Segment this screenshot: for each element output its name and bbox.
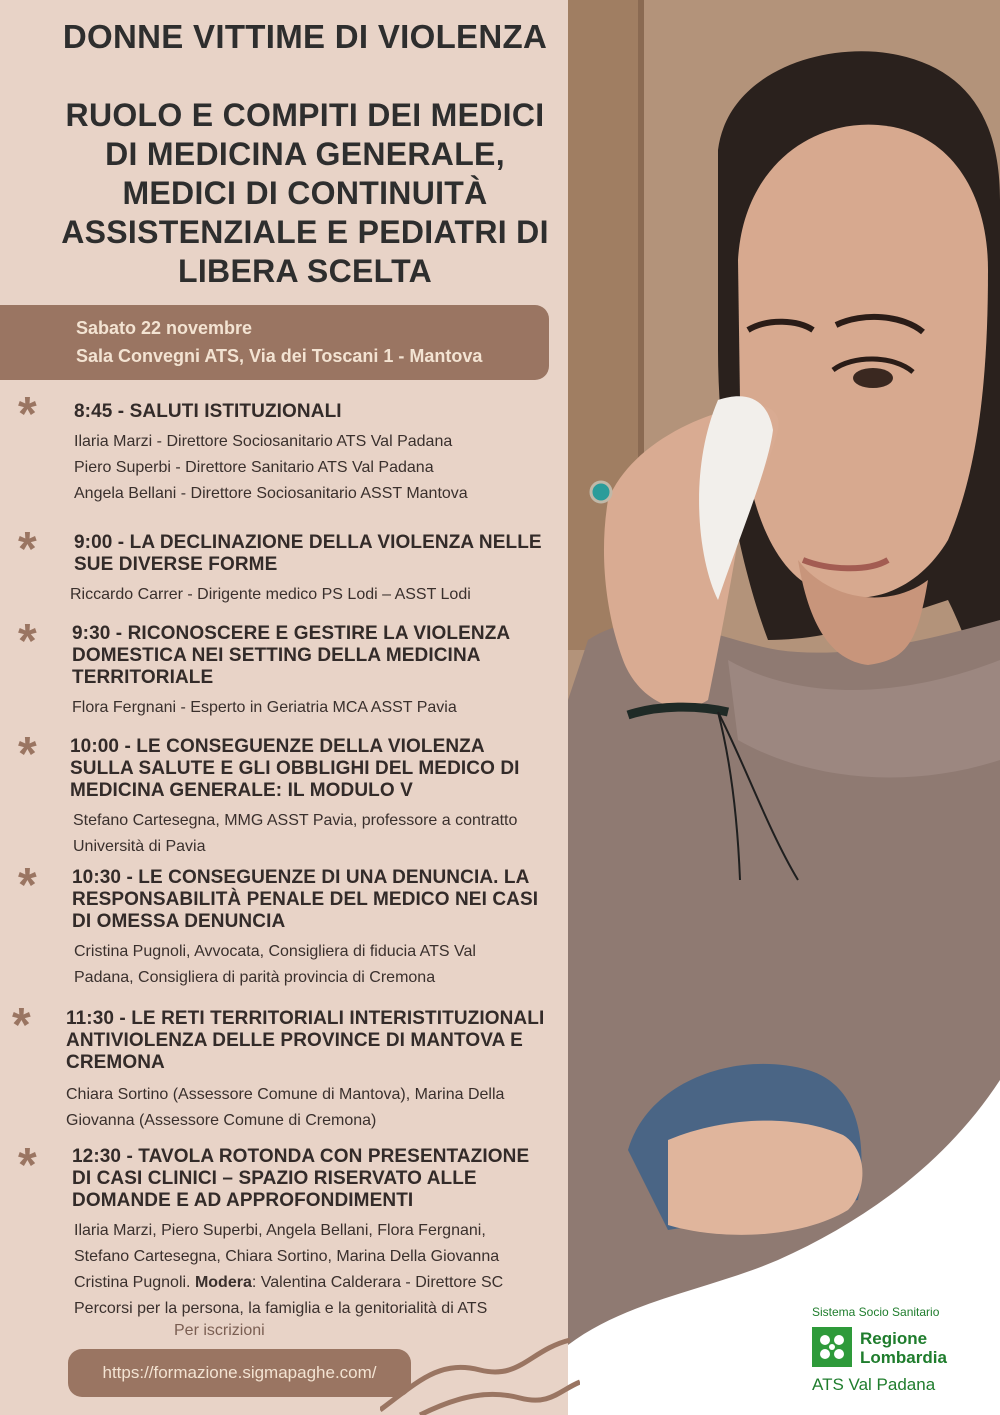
subtitle-line: ASSISTENZIALE E PEDIATRI DI [61, 214, 549, 250]
registration-label: Per iscrizioni [174, 1322, 265, 1339]
program-heading: 12:30 - TAVOLA ROTONDA CON PRESENTAZIONE [72, 1146, 530, 1167]
program-heading: TERRITORIALE [72, 667, 214, 688]
photo-illustration [568, 0, 1000, 1415]
program-heading: DOMANDE E AD APPROFONDIMENTI [72, 1190, 414, 1211]
program-heading: 9:00 - LA DECLINAZIONE DELLA VIOLENZA NELLE [74, 532, 542, 553]
program-heading: CREMONA [66, 1052, 165, 1073]
program-heading: 10:30 - LE CONSEGUENZE DI UNA DENUNCIA. LA [72, 867, 530, 888]
event-venue: Sala Convegni ATS, Via dei Toscani 1 - Mantova [76, 346, 483, 366]
regione-lombardia-logo [800, 1300, 1000, 1415]
event-date: Sabato 22 novembre [76, 318, 253, 338]
asterisk-icon: * [18, 523, 37, 576]
speaker-line: Percorsi per la persona, la famiglia e la genitorialità di ATS [74, 1300, 488, 1317]
speaker-line: Ilaria Marzi - Direttore Sociosanitario ATS Val Padana [74, 433, 453, 450]
asterisk-icon: * [18, 388, 37, 441]
program-item [74, 401, 468, 507]
logo-system-text: Sistema Socio Sanitario [812, 1305, 940, 1319]
program-heading: RESPONSABILITÀ PENALE DEL MEDICO NEI CASI [72, 889, 539, 910]
program-item [66, 1008, 544, 1134]
program-speakers [74, 429, 468, 507]
subtitle-line: RUOLO E COMPITI DEI MEDICI [65, 97, 545, 133]
asterisk-icon: * [18, 728, 37, 781]
program-heading: MEDICINA GENERALE: IL MODULO V [70, 780, 413, 801]
program-item [70, 736, 520, 860]
date-venue-banner [0, 305, 549, 380]
program-heading: 9:30 - RICONOSCERE E GESTIRE LA VIOLENZA [72, 623, 511, 644]
lombardia-rose-icon [812, 1327, 852, 1367]
speaker-line: Chiara Sortino (Assessore Comune di Mantova), Marina Della [66, 1086, 505, 1103]
logo-region [860, 1329, 947, 1367]
speaker-line: Piero Superbi - Direttore Sanitario ATS Val Padana [74, 459, 434, 476]
logo-agency: ATS Val Padana [812, 1375, 936, 1394]
program-speakers [70, 582, 471, 608]
program-heading: DI CASI CLINICI – SPAZIO RISERVATO ALLE [72, 1168, 477, 1189]
program-heading: 10:00 - LE CONSEGUENZE DELLA VIOLENZA [70, 736, 485, 757]
speaker-line: Padana, Consigliera di parità provincia di Cremona [74, 969, 436, 986]
program-heading: DI OMESSA DENUNCIA [72, 911, 286, 932]
asterisk-icon: * [18, 1139, 37, 1192]
program-item [72, 867, 538, 991]
program-heading: DOMESTICA NEI SETTING DELLA MEDICINA [72, 645, 481, 666]
speaker-line: Riccardo Carrer - Dirigente medico PS Lodi – ASST Lodi [70, 586, 471, 603]
asterisk-icon: * [18, 615, 37, 668]
program-speakers [74, 939, 538, 991]
logo-region-line: Regione [860, 1329, 928, 1348]
speaker-line: Ilaria Marzi, Piero Superbi, Angela Bellani, Flora Fergnani, [74, 1222, 486, 1239]
speaker-line: Flora Fergnani - Esperto in Geriatria MCA ASST Pavia [72, 699, 457, 716]
program-heading: ANTIVIOLENZA DELLE PROVINCE DI MANTOVA E [66, 1030, 523, 1051]
speaker-line: Cristina Pugnoli. Modera: Valentina Calderara - Direttore SC [74, 1274, 504, 1291]
speaker-line: Stefano Cartesegna, MMG ASST Pavia, professore a contratto [73, 812, 518, 829]
program-item [72, 623, 510, 721]
speaker-line: Angela Bellani - Direttore Sociosanitario ASST Mantova [74, 485, 468, 502]
program-speakers [72, 695, 510, 721]
event-title: DONNE VITTIME DI VIOLENZA [62, 18, 548, 55]
speaker-line: Cristina Pugnoli, Avvocata, Consigliera di fiducia ATS Val [74, 943, 476, 960]
asterisk-icon: * [12, 999, 31, 1052]
subtitle-line: DI MEDICINA GENERALE, [105, 136, 505, 172]
logo-region-line: Lombardia [860, 1348, 947, 1367]
program-item [74, 532, 542, 576]
program-speakers [73, 808, 520, 860]
program-item [72, 1146, 529, 1322]
program-heading: SUE DIVERSE FORME [74, 554, 278, 575]
program-heading: SULLA SALUTE E GLI OBBLIGHI DEL MEDICO DI [70, 758, 520, 779]
subtitle-line: LIBERA SCELTA [178, 253, 432, 289]
speaker-line: Stefano Cartesegna, Chiara Sortino, Marina Della Giovanna [74, 1248, 500, 1265]
program-heading: 8:45 - SALUTI ISTITUZIONALI [74, 401, 342, 422]
subtitle-line: MEDICI DI CONTINUITÀ [122, 175, 488, 211]
speaker-line: Università di Pavia [73, 838, 206, 855]
program-heading: 11:30 - LE RETI TERRITORIALI INTERISTITUZIONALI [66, 1008, 545, 1029]
woman-crying-photo [568, 0, 1000, 1415]
speaker-line: Giovanna (Assessore Comune di Cremona) [66, 1112, 377, 1129]
event-subtitle [30, 96, 580, 291]
asterisk-icon: * [18, 859, 37, 912]
program-speakers [66, 1082, 544, 1134]
registration-link[interactable]: https://formazione.sigmapaghe.com/ [68, 1349, 411, 1397]
